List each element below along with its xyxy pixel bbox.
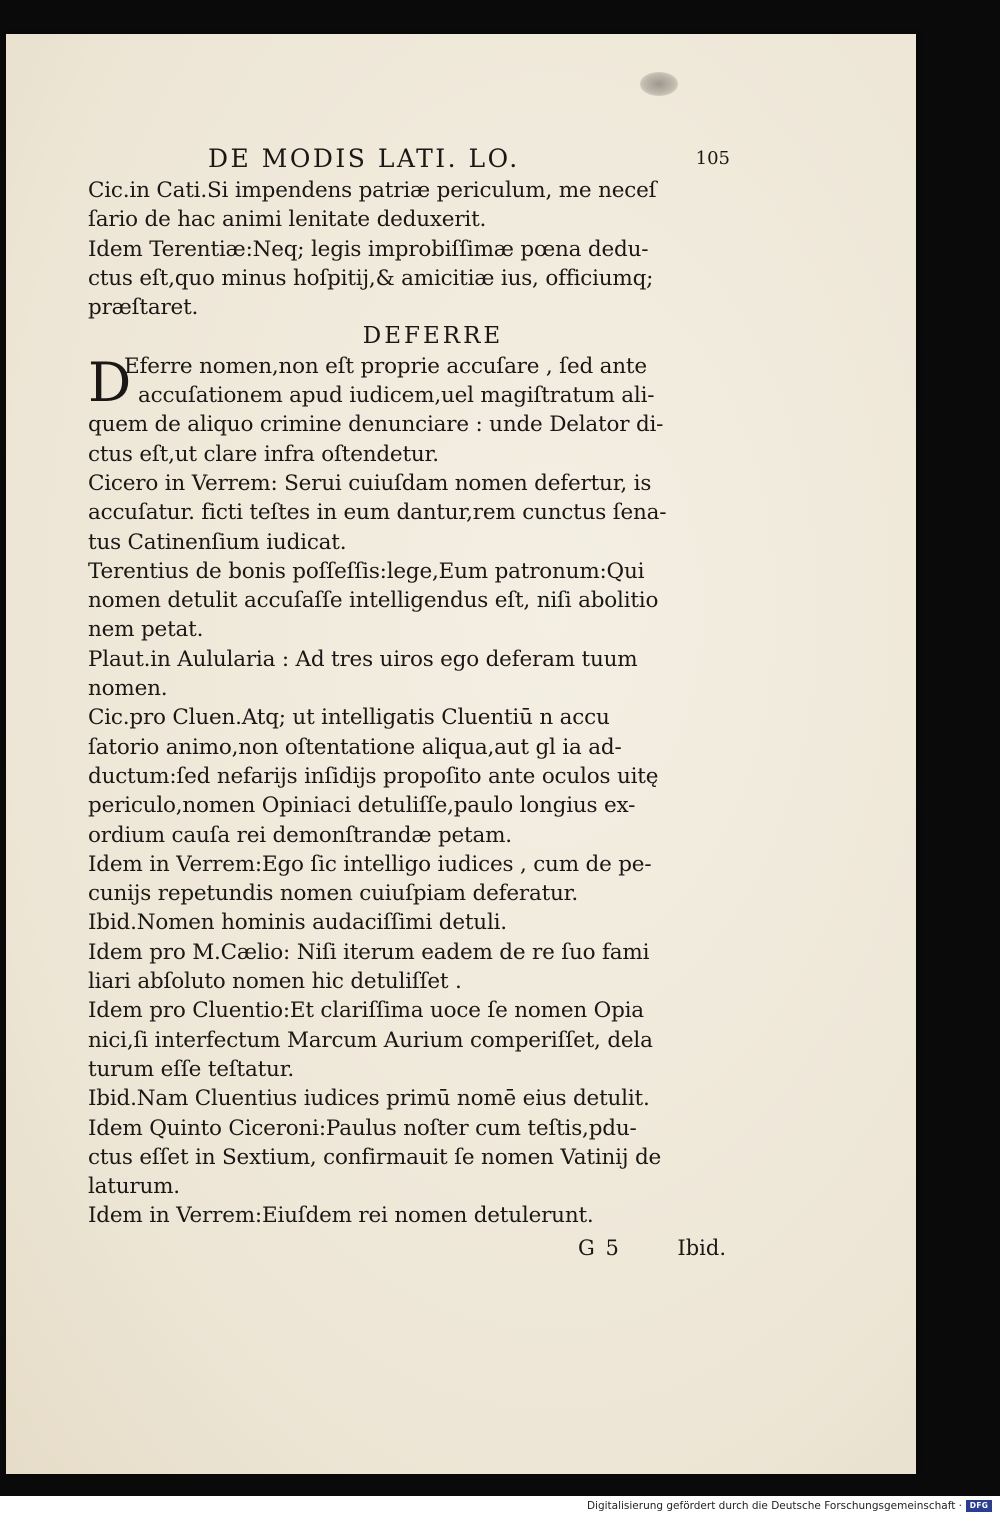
section-heading: DEFERRE — [362, 323, 504, 350]
page-text-block — [88, 142, 738, 1265]
text-line: cunijs repetundis nomen cuiuſpiam deferatur. — [88, 881, 579, 907]
text-line: Cicero in Verrem: Serui cuiuſdam nomen defertur, is — [88, 470, 652, 496]
text-line: Idem in Verrem:Eiuſdem rei nomen detulerunt. — [88, 1203, 594, 1229]
text-line: ctus eſſet in Sextium, confirmauit ſe nomen Vatinij de — [88, 1144, 662, 1170]
text-lines-before-heading — [88, 176, 738, 322]
text-line: Ibid.Nomen hominis audaciſſimi detuli. — [88, 910, 507, 936]
book-page — [6, 34, 916, 1474]
signature-mark: G 5 — [578, 1235, 621, 1260]
text-line: quem de aliquo crimine denunciare : unde Delator di- — [88, 412, 664, 438]
page-header — [88, 142, 738, 176]
text-line: nici,ſi interfectum Marcum Aurium comperiſſet, dela — [88, 1027, 653, 1053]
text-line: nomen detulit accuſaſſe intelligendus eſt, niſi abolitio — [88, 588, 659, 614]
text-line: liari abſoluto nomen hic detuliſſet . — [88, 969, 462, 995]
text-line: tus Catinenſium iudicat. — [88, 529, 347, 555]
text-line: laturum. — [88, 1174, 180, 1200]
page-footer — [88, 1231, 738, 1265]
text-line: accuſatur. ficti teſtes in eum dantur,rem cunctus ſena- — [88, 500, 667, 526]
text-line: Idem pro M.Cælio: Niſi iterum eadem de re ſuo fami — [88, 939, 650, 965]
text-line: nem petat. — [88, 617, 204, 643]
text-line: turum eſſe teſtatur. — [88, 1056, 295, 1082]
text-line: ordium cauſa rei demonſtrandæ petam. — [88, 822, 512, 848]
text-line: Cic.in Cati.Si impendens patriæ periculum, me neceſ — [88, 178, 657, 203]
text-line: Eferre nomen,non eſt proprie accuſare , ſed ante — [124, 353, 647, 379]
text-line: Ibid.Nam Cluentius iudices primū nomē eius detulit. — [88, 1086, 650, 1112]
text-line: ctus eſt,quo minus hoſpitij,& amicitiæ ius, officiumq; — [88, 265, 654, 291]
paper-stain — [640, 72, 678, 96]
drop-cap-letter: D — [88, 350, 132, 414]
text-line: Idem pro Cluentio:Et clariſſima uoce ſe nomen Opia — [88, 998, 644, 1024]
text-line: præſtaret. — [88, 295, 199, 321]
text-lines-after-dropcap — [88, 410, 738, 1230]
funding-credit-text: Digitalisierung gefördert durch die Deutsche Forschungsgemeinschaft · — [586, 1500, 962, 1512]
dfg-logo-icon: DFG — [966, 1500, 992, 1512]
text-line: periculo,nomen Opiniaci detuliſſe,paulo longius ex- — [88, 793, 636, 819]
text-line: nomen. — [88, 676, 168, 702]
text-line: Cic.pro Cluen.Atq; ut intelligatis Cluentiū n accu — [88, 705, 610, 731]
text-line: ductum:ſed nefarijs inſidijs propoſito ante oculos uitę — [88, 763, 659, 789]
credit-bar — [0, 1496, 1000, 1516]
text-line: Terentius de bonis poſſeſſis:lege,Eum patronum:Qui — [88, 558, 645, 584]
page-number: 105 — [695, 148, 730, 169]
running-title: DE MODIS LATI. LO. — [208, 144, 520, 173]
text-line: Idem Quinto Ciceroni:Paulus noſter cum teſtis,pdu- — [88, 1115, 637, 1141]
dropcap-paragraph-start — [88, 350, 738, 414]
text-line: accuſationem apud iudicem,uel magiſtratum ali- — [138, 383, 655, 409]
text-line: Idem Terentiæ:Neq; legis improbiſſimæ pœna dedu- — [88, 236, 649, 262]
text-line: ctus eſt,ut clare infra oſtendetur. — [88, 441, 439, 467]
text-line: ſario de hac animi lenitate deduxerit. — [88, 207, 487, 233]
catchword: Ibid. — [677, 1235, 726, 1260]
text-line: Idem in Verrem:Ego ſic intelligo iudices , cum de pe- — [88, 851, 652, 877]
text-line: ſatorio animo,non oſtentatione aliqua,aut gl ia ad- — [88, 734, 622, 760]
text-line: Plaut.in Aulularia : Ad tres uiros ego deferam tuum — [88, 646, 638, 672]
